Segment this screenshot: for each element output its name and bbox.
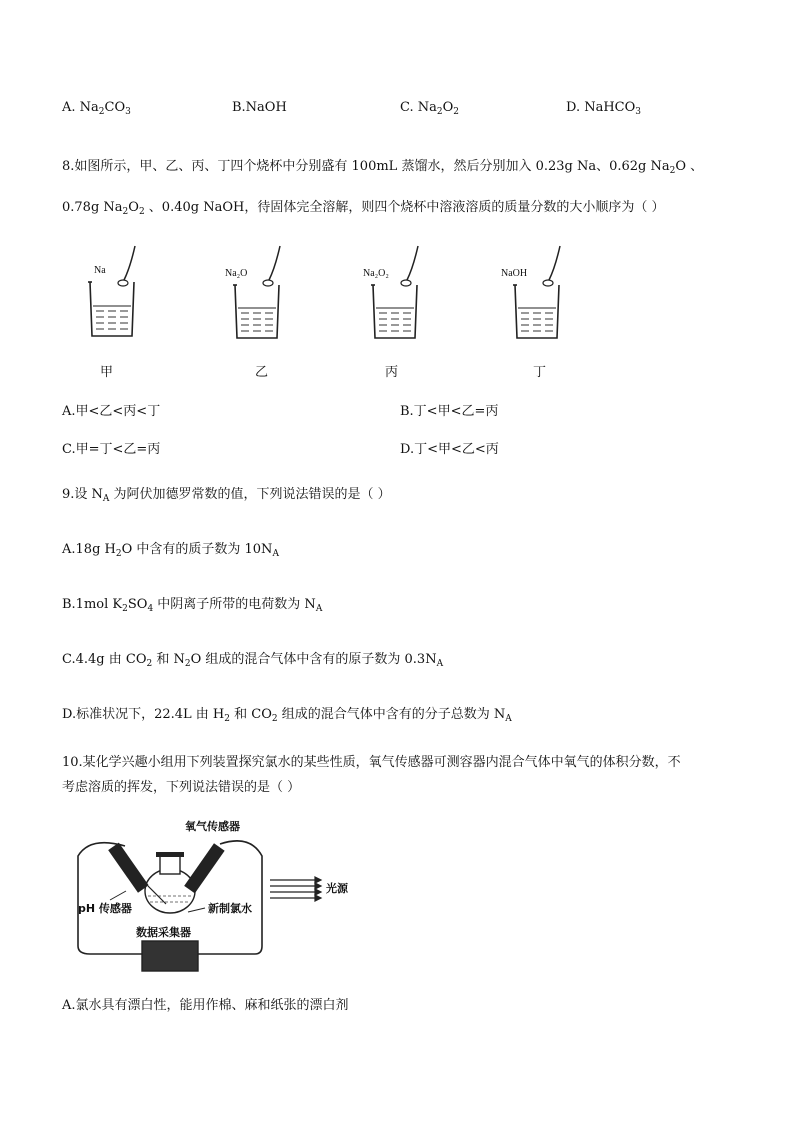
beaker-jia-svg — [70, 238, 150, 343]
light-source-label: 光源 — [326, 882, 348, 895]
q8-stem-line2: 0.78g $Na_2O_2$ 、0.40g NaOH，待固体完全溶解，则四个烧杯中溶液溶质的质量分数的大小顺序为（ ） — [62, 200, 665, 217]
beakers-figure — [70, 238, 590, 378]
beaker-yi — [215, 238, 295, 347]
q9-stem: 9.设 $N_A$ 为阿伏加德罗常数的值，下列说法错误的是（ ） — [62, 487, 391, 504]
q7-option-b[interactable]: B.NaOH — [232, 100, 287, 115]
apparatus-svg — [70, 816, 380, 976]
q9-option-c[interactable]: C.4.4g 由 $CO_2$ 和 $N_2O$ 组成的混合气体中含有的原子数为 $0.3N_A$ — [62, 652, 444, 669]
beaker-reagent-label: Na₂O — [225, 268, 248, 279]
q8-option-c[interactable]: C.甲=丁<乙=丙 — [62, 442, 161, 457]
q7-option-a[interactable]: A. $Na_2CO_3$ — [62, 100, 131, 117]
q10-stem-line2: 考虑溶质的挥发，下列说法错误的是（ ） — [62, 780, 301, 795]
q10-option-a[interactable]: A.氯水具有漂白性，能用作棉、麻和纸张的漂白剂 — [62, 998, 349, 1013]
beaker-reagent-label: Na — [94, 265, 106, 276]
caption-bing: 丙 — [385, 365, 399, 380]
caption-ding: 丁 — [533, 365, 547, 380]
q10-stem-line1: 10.某化学兴趣小组用下列装置探究氯水的某些性质，氧气传感器可测容器内混合气体中氧气的体积分数，不 — [62, 755, 681, 770]
beaker-bing — [353, 238, 433, 347]
caption-jia: 甲 — [100, 365, 114, 380]
beaker-yi-svg — [215, 238, 295, 343]
chlorine-water-label: 新制氯水 — [208, 902, 252, 915]
beaker-reagent-label: Na₂O₂ — [363, 268, 389, 279]
q8-option-d[interactable]: D.丁<甲<乙<丙 — [400, 442, 499, 457]
q8-stem-line1: 8.如图所示，甲、乙、丙、丁四个烧杯中分别盛有 100mL 蒸馏水，然后分别加入 0.23g Na、0.62g $Na_2O$ 、 — [62, 159, 704, 176]
beaker-bing-svg — [353, 238, 433, 343]
q10-apparatus-diagram — [70, 816, 380, 976]
q7-option-d[interactable]: D. NaHCO$_3$ — [566, 100, 642, 117]
ph-sensor-label: pH 传感器 — [78, 902, 132, 915]
q8-option-b[interactable]: B.丁<甲<乙=丙 — [400, 404, 499, 419]
beaker-reagent-label: NaOH — [501, 268, 528, 279]
q8-option-a[interactable]: A.甲<乙<丙<丁 — [62, 404, 161, 419]
q9-option-a[interactable]: A.18g $H_2O$ 中含有的质子数为 $10N_A$ — [62, 542, 279, 559]
q9-option-d[interactable]: D.标准状况下，22.4L 由 $H_2$ 和 $CO_2$ 组成的混合气体中含有的分子总数为 $N_A$ — [62, 707, 512, 724]
o2-sensor-label: 氧气传感器 — [185, 820, 240, 833]
caption-yi: 乙 — [255, 365, 269, 380]
beaker-ding-svg — [495, 238, 575, 343]
q7-option-c[interactable]: C. $Na_2O_2$ — [400, 100, 460, 117]
beaker-jia — [70, 238, 150, 347]
data-collector-label: 数据采集器 — [136, 926, 191, 939]
beaker-ding — [495, 238, 575, 347]
q9-option-b[interactable]: B.1mol $K_2SO_4$ 中阴离子所带的电荷数为 $N_A$ — [62, 597, 323, 614]
